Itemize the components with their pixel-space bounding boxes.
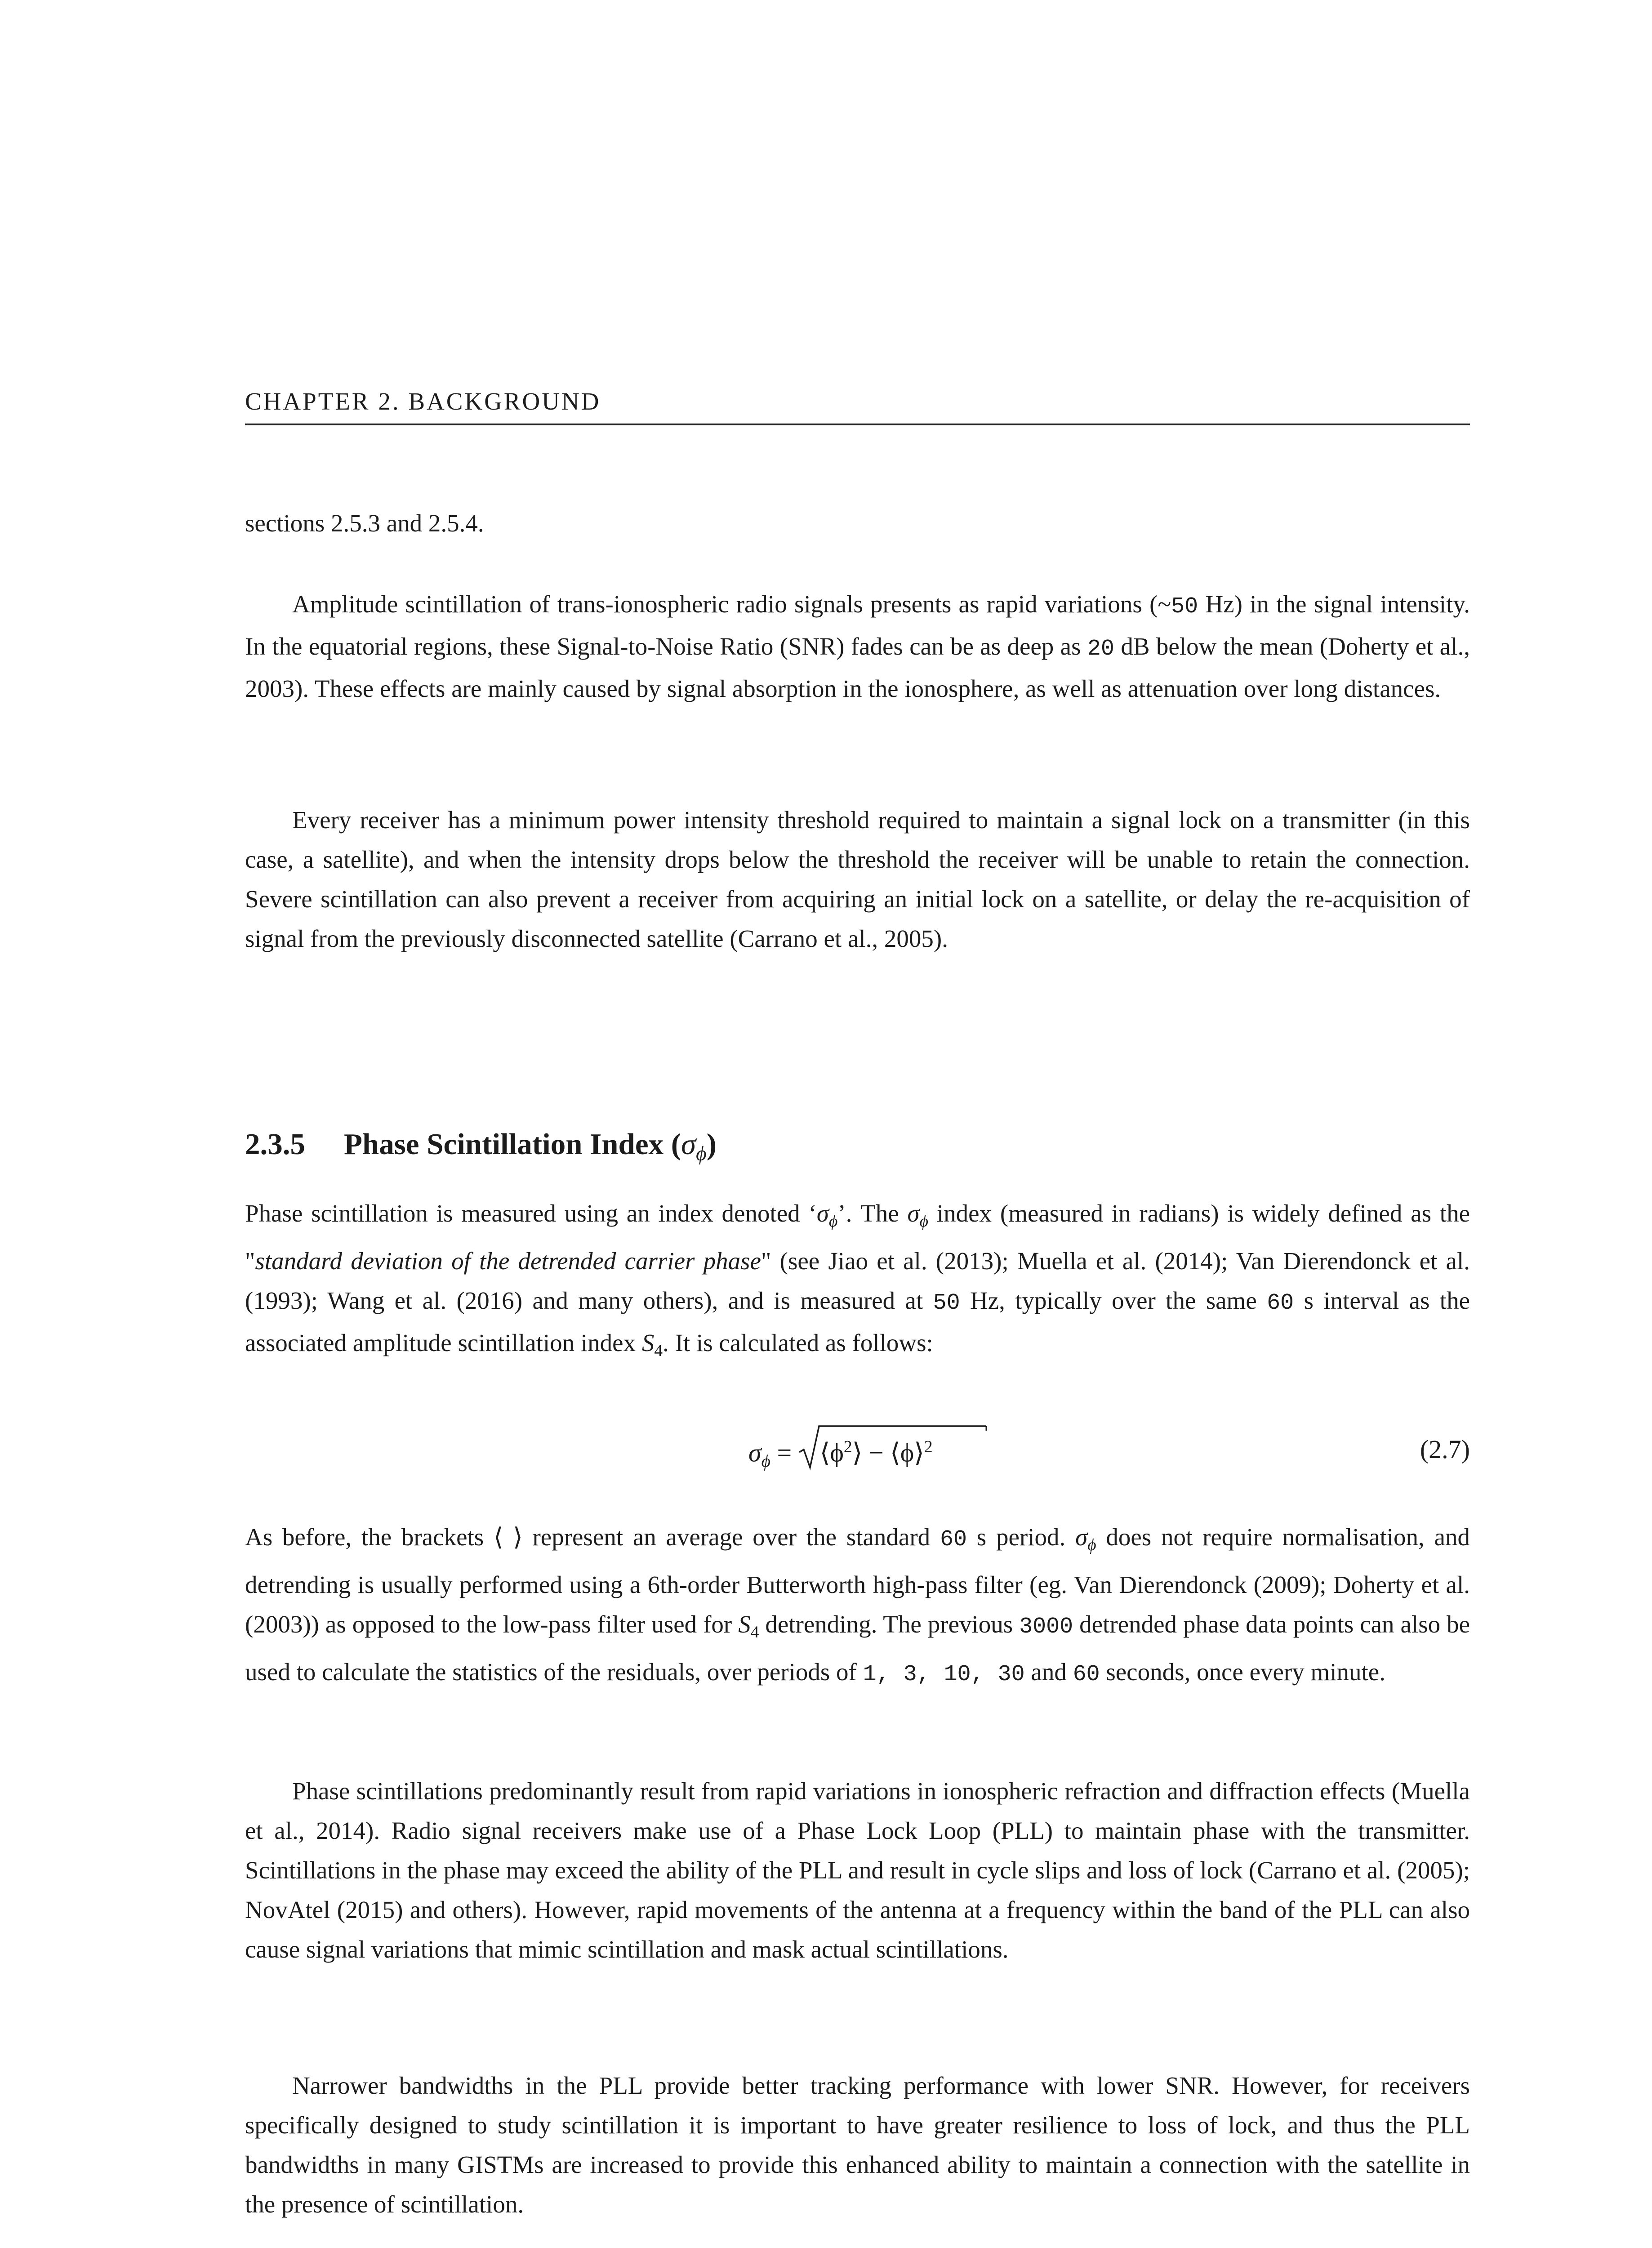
equation-2-7 [245, 1425, 1470, 1475]
value-3000: 3000 [1019, 1614, 1073, 1640]
section-number: 2.3.5 [245, 1128, 305, 1161]
s-symbol: S [641, 1329, 655, 1357]
text-run: . It is calculated as follows: [663, 1329, 933, 1357]
text-run: Amplitude scintillation of trans-ionospheric radio signals presents as rapid variations (~ [292, 590, 1171, 618]
value-60: 60 [940, 1527, 967, 1552]
text-run: s interval as the associated amplitude scintillation index [245, 1287, 1470, 1357]
phi-subscript: ϕ [828, 1212, 838, 1231]
radicand-second-sup: 2 [924, 1437, 933, 1456]
paragraph-pll-bandwidth: Narrower bandwidths in the PLL provide better tracking performance with lower SNR. However, for receivers specifically designed to study scintillation it is important to have greater resilience to loss of lock, and thus the PLL bandwidths in many GISTMs are increased to provide this enhanced ability to maintain a connection with the satellite in the presence of scintillation. [245, 2072, 1470, 2218]
value-60: 60 [1073, 1662, 1100, 1688]
radical-sign-icon [798, 1424, 987, 1474]
paragraph-detrending [245, 1517, 1470, 1695]
radicand-first: ⟨ϕ [819, 1438, 844, 1467]
equation-lhs: σ [748, 1438, 761, 1467]
header-rule [245, 424, 1470, 425]
text-run: ’. The [837, 1200, 908, 1227]
text-run: Hz, typically over the same [960, 1287, 1267, 1315]
radicand-second: ⟩ − ⟨ϕ⟩ [852, 1438, 924, 1467]
value-50: 50 [933, 1290, 960, 1316]
paragraph-phase-index-definition [245, 1194, 1470, 1371]
equation-lhs-sub: ϕ [761, 1451, 771, 1471]
text-run: Hz) in the signal intensity. In the equatorial regions, these Signal-to-Noise Ratio (SNR) fades can be as deep as [245, 590, 1470, 660]
section-symbol-sub: ϕ [696, 1142, 707, 1165]
s4-subscript: 4 [750, 1623, 759, 1642]
paragraph-receiver-threshold: Every receiver has a minimum power intensity threshold required to maintain a signal lock on a transmitter (in this case, a satellite), and when the intensity drops below the threshold the receiver will be unable to retain the connection. Severe scintillation can also prevent a receiver from acquiring an initial lock on a satellite, or delay the re-acquisition of signal from the previously disconnected satellite (Carrano et al., 2005). [245, 806, 1470, 952]
radicand-first-sup: 2 [843, 1437, 852, 1456]
paragraph-phase-lock-loop: Phase scintillations predominantly result from rapid variations in ionospheric refraction and diffraction effects (Muella et al., 2014). Radio signal receivers make use of a Phase Lock Loop (PLL) to maintain phase with the transmitter. Scintillations in the phase may exceed the ability of the PLL and result in cycle slips and loss of lock (Carrano et al. (2005); NovAtel (2015) and others). However, rapid movements of the antenna at a frequency within the band of the PLL can also cause signal variations that mimic scintillation and mask actual scintillations. [245, 1777, 1470, 1963]
phi-subscript: ϕ [919, 1212, 929, 1231]
section-title-close: ) [706, 1128, 717, 1161]
text-run: Phase scintillation is measured using an index denoted ‘ [245, 1200, 817, 1227]
sigma-symbol: σ [1075, 1523, 1088, 1551]
text-run: " (see Jiao et al. (2013); Muella et al. (2014); Van Dierendonck et al. (1993); Wang et al. (2016) and many others), and is measured at [245, 1247, 1470, 1315]
running-header: CHAPTER 2. BACKGROUND [245, 388, 601, 415]
section-heading [245, 1124, 1470, 1174]
quoted-definition: standard deviation of the detrended carrier phase [255, 1247, 761, 1275]
square-root [798, 1434, 939, 1468]
equation-number: (2.7) [1420, 1435, 1470, 1464]
text-run: s period. [966, 1523, 1076, 1551]
text-run: seconds, once every minute. [1100, 1658, 1385, 1686]
sigma-symbol: σ [907, 1200, 920, 1227]
text-run: As before, the brackets ⟨ ⟩ represent an average over the standard [245, 1523, 940, 1551]
text-run: does not require normalisation, and detrending is usually performed using a 6th-order Butterworth high-pass filter (eg. Van Dierendonck (2009); Doherty et al. (2003)) as opposed to the low-pass filter used for [245, 1523, 1470, 1638]
s4-subscript: 4 [654, 1342, 663, 1360]
value-20: 20 [1087, 636, 1114, 662]
section-title: Phase Scintillation Index ( [344, 1128, 681, 1161]
section-symbol: σ [681, 1128, 696, 1161]
s-symbol: S [738, 1610, 751, 1638]
paragraph-continuation: sections 2.5.3 and 2.5.4. [245, 509, 484, 537]
text-run: dB below the mean (Doherty et al., 2003). These effects are mainly caused by signal absorption in the ionosphere, as well as attenuation over long distances. [245, 633, 1470, 702]
text-run: detrended phase data points can also be used to calculate the statistics of the residuals, over periods of [245, 1610, 1470, 1686]
phi-subscript: ϕ [1087, 1536, 1096, 1555]
sigma-symbol: σ [816, 1200, 829, 1227]
text-run: and [1024, 1658, 1073, 1686]
text-run: detrending. The previous [759, 1610, 1020, 1638]
value-50: 50 [1171, 594, 1198, 620]
value-60: 60 [1267, 1290, 1294, 1316]
equation-equals: = [770, 1438, 798, 1467]
paragraph-amplitude-scintillation [245, 584, 1470, 709]
text-run: index (measured in radians) is widely defined as the " [245, 1200, 1470, 1275]
value-periods: 1, 3, 10, 30 [863, 1662, 1025, 1688]
equation-body [748, 1434, 939, 1472]
